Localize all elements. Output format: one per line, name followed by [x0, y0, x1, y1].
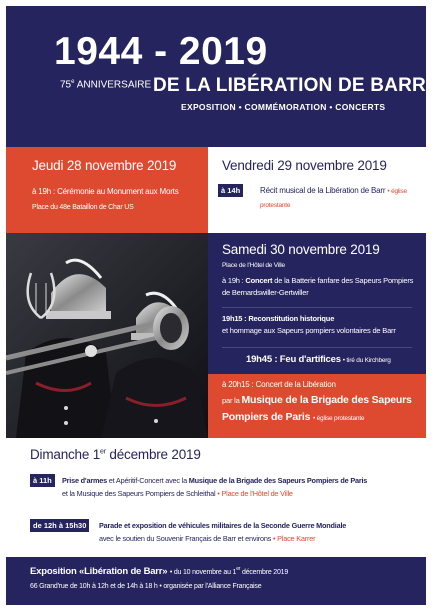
poster [6, 6, 426, 605]
vendredi-time-badge: à 14h [218, 184, 243, 197]
divider [222, 347, 412, 348]
samedi-place: Place de l'Hôtel de Ville [222, 262, 285, 269]
dimanche-date: Dimanche 1er décembre 2019 [30, 447, 201, 462]
samedi-event-reconstitution: 19h15 : Reconstitution historique et hommage aux Sapeurs pompiers volontaires de Barr [222, 314, 396, 335]
exposition-title: Exposition «Libération de Barr» • du 10 novembre au 1er décembre 2019 [30, 566, 289, 578]
firefighter-band-photo [6, 233, 208, 438]
jeudi-place: Place du 48e Bataillon de Char US [32, 204, 134, 211]
vendredi-date: Vendredi 29 novembre 2019 [222, 158, 387, 173]
liberation-title: DE LA LIBÉRATION DE BARR [153, 75, 426, 96]
divider [222, 307, 412, 308]
dimanche-time-badge-11h: à 11h [30, 474, 55, 487]
band-photo-image [6, 233, 208, 438]
subtitle: EXPOSITION • COMMÉMORATION • CONCERTS [181, 102, 386, 112]
samedi-date: Samedi 30 novembre 2019 [222, 242, 380, 257]
years-title: 1944 - 2019 [54, 30, 268, 73]
samedi-block [208, 233, 426, 374]
samedi-event-concert: à 19h : Concert de la Batterie fanfare des Sapeurs Pompiers de Bernardswiller-Gertwiller [222, 276, 414, 297]
samedi-event-fireworks: 19h45 : Feu d'artifices • tiré du Kirchberg [246, 354, 391, 365]
dimanche-event-prise-armes: Prise d'armes et Apéritif-Concert avec la Musique de la Brigade des Sapeurs Pompiers de Paris et la Musique des Sapeurs Pompiers de Schleithal • Place de l'Hôtel de Ville [62, 476, 368, 498]
anniversary-label: 75e ANNIVERSAIRE [60, 79, 152, 91]
concert-liberation-block [208, 374, 426, 438]
concert-title: à 20h15 : Concert de la Libération [222, 380, 336, 389]
jeudi-date: Jeudi 28 novembre 2019 [32, 158, 177, 173]
exposition-footer [6, 557, 426, 605]
vendredi-block [208, 147, 426, 233]
concert-performer-line2: Pompiers de Paris • église protestante [222, 411, 365, 423]
jeudi-block [6, 147, 208, 233]
concert-performer-line1: par la Musique de la Brigade des Sapeurs [222, 394, 412, 406]
vendredi-event: Récit musical de la Libération de Barr • église protestante [260, 186, 407, 209]
header-banner [6, 6, 426, 147]
exposition-hours: 66 Grand'rue de 10h à 12h et de 14h à 18 h • organisée par l'Alliance Française [30, 583, 262, 590]
dimanche-time-badge-12h: de 12h à 15h30 [30, 519, 89, 532]
dimanche-event-parade: Parade et exposition de véhicules militaires de la Seconde Guerre Mondiale avec le soutien du Souvenir Français de Barr et environs • Place Karrer [99, 521, 347, 543]
jeudi-event: à 19h : Cérémonie au Monument aux Morts [32, 187, 179, 196]
